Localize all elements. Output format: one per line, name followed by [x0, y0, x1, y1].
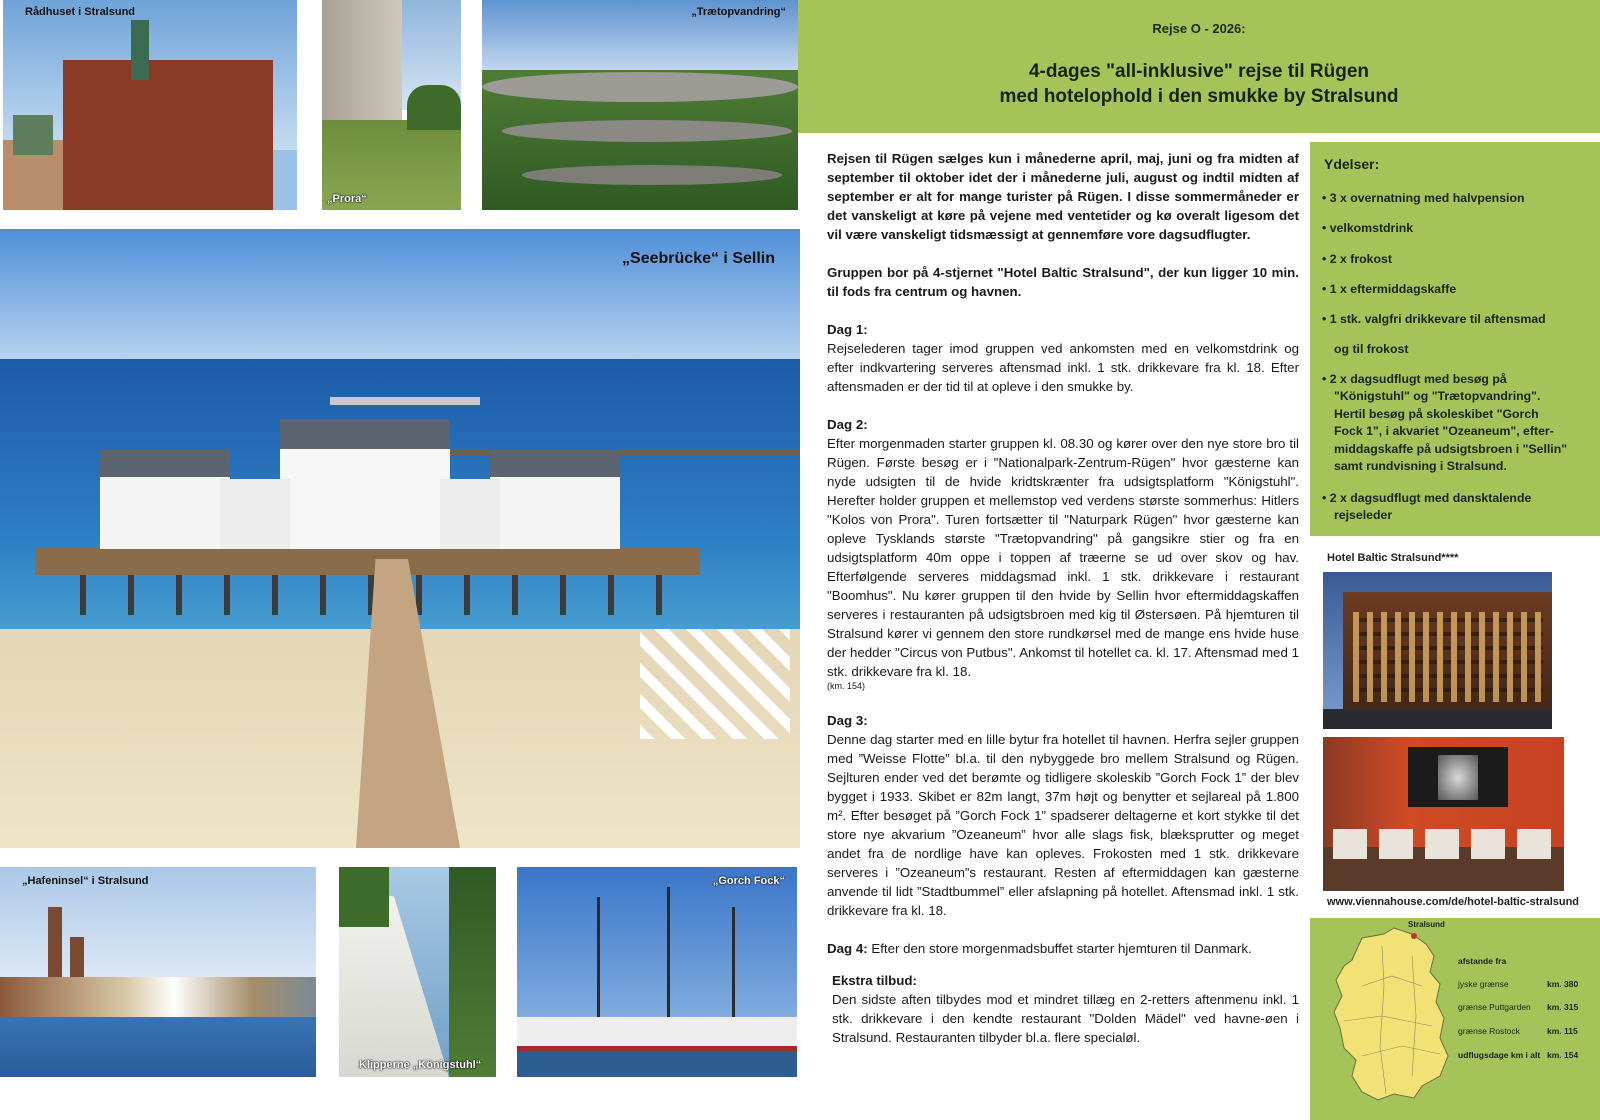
photo-klipperne	[339, 867, 496, 1077]
pavilion-right	[490, 449, 620, 549]
hotel-windows	[1353, 612, 1543, 702]
pavilion-left	[100, 449, 230, 549]
map-city-label: Stralsund	[1408, 920, 1445, 929]
ydelser-item: Fock 1", i akvariet "Ozeaneum", efter-	[1334, 424, 1554, 438]
caption-traetop: „Trætopvandring“	[691, 6, 786, 18]
sky	[0, 229, 800, 359]
ydelser-item: Hertil besøg på skoleskibet "Gorch	[1334, 407, 1539, 421]
distance-value: km. 315	[1547, 1002, 1579, 1012]
ydelser-item: • 2 x dagsudflugt med besøg på	[1322, 372, 1507, 386]
photo-traetop	[482, 0, 798, 210]
header-band	[798, 0, 1600, 133]
caption-seebruecke: „Seebrücke“ i Sellin	[622, 250, 775, 267]
ydelser-item: • 1 stk. valgfri drikkevare til aftensmad	[1322, 312, 1546, 326]
photo-prora	[322, 0, 461, 210]
trees-right	[449, 867, 496, 1077]
skyline	[0, 977, 316, 1022]
pavilion-center	[280, 419, 450, 549]
ydelser-item: rejseleder	[1334, 508, 1393, 522]
ydelser-item: • 2 x frokost	[1322, 252, 1392, 266]
ydelser-item: • velkomstdrink	[1322, 221, 1414, 235]
day4-heading: Dag 4:	[827, 941, 868, 956]
harbor-water	[517, 1051, 797, 1077]
ydelser-item: • 3 x overnatning med halvpension	[1322, 191, 1525, 205]
photo-hafeninsel	[0, 867, 316, 1077]
far-pier	[330, 397, 480, 405]
day3-text: Denne dag starter med en lille bytur fra hotellet til havnen. Herfra sejler gruppen med ”Weisse Flotte” bl.a. til den nybyggede bro mellem Stralsund og Rügen. Sejlturen ender ved det berømte og tidligere skoleskib ”Gorch Fock 1” der blev bygget i 1933. Skibet er 82m langt, 37m højt og benytter et sejlareal på 1.800 m². Efter besøget på ”Gorch Fock 1” spadserer deltagerne et kort stykke til det store nye akvarium ”Ozeaneum” hvor alle slags fisk, blæksprutter og meget andet fra de nordlige have kan opleves. Frokosten med 1 stk. drikkevare serveres i ”Ozeaneum”s restaurant. Resten af eftermiddagen kan gæsterne anvende til lidt ”Stadtbummel” eller afslapning på hotellet. Aftensmad inkl. 1 stk. drikkevare fra kl. 18.	[827, 732, 1299, 918]
left-church	[13, 115, 53, 155]
walkway-middle	[502, 120, 792, 142]
ydelser-item: samt rundvisning i Stralsund.	[1334, 459, 1507, 473]
day4-paragraph	[827, 939, 1299, 958]
ship-hull	[517, 1017, 797, 1052]
day1-heading: Dag 1:	[827, 322, 868, 337]
germany-map	[1322, 926, 1462, 1106]
hotel-label: Hotel Baltic Stralsund****	[1327, 552, 1459, 564]
pier-deck	[35, 547, 700, 575]
germany-outline	[1334, 928, 1448, 1100]
ydelser-item: middagskaffe på udsigtsbroen i "Sellin"	[1334, 442, 1568, 456]
walkway-upper	[482, 72, 798, 102]
water	[0, 1017, 316, 1077]
ydelser-item: og til frokost	[1334, 342, 1409, 356]
caption-klipperne: Klipperne „Königstuhl“	[359, 1059, 482, 1071]
ydelser-item: "Königstuhl" og "Trætopvandring".	[1334, 389, 1541, 403]
distance-value: km. 380	[1547, 979, 1579, 989]
main-text	[827, 149, 1299, 1047]
day2-text: Efter morgenmaden starter gruppen kl. 08.30 og kører over den nye store bro til Rügen. Første besøg er i "Nationalpark-Zentrum-Rügen" hvor gæsterne kan nyde udsigten til de hvide kridtskrænter fra udsigtsplatform "Königstuhl". Herefter holder gruppen et mellemstop ved verdens største sommerhus: Hitlers "Kolos von Prora". Turen fortsætter til "Naturpark Rügen" hvor gæsterne kan opleve Tysklands største "Trætopvandring" på gangsikre stier og fra en udsigtsplatform 40m oppe i toppen af træerne se ud over skov og hav. Efterfølgende serveres middagsmad inkl. 1 stk. drikkevare i restaurant "Boomhus". Nu kører gruppen til den hvide by Sellin hvor eftermiddagskaffen serveres i restauranten på udsigtsbroen med kig til Østersøen. På hjemturen til Stralsund kører vi gennem den store rundkørsel med de mange ens hvide huse der hedder "Circus von Putbus". Ankomst til hotellet ca. kl. 17. Aftensmad med 1 stk. drikkevare fra kl. 18.	[827, 436, 1299, 679]
lounge-chairs	[1333, 829, 1553, 859]
ydelser-item: • 2 x dagsudflugt med dansktalende	[1322, 491, 1532, 505]
caption-prora: „Prora“	[327, 193, 367, 205]
hotel-url[interactable]: www.viennahouse.com/de/hotel-baltic-stralsund	[1327, 896, 1580, 908]
day1-text: Rejselederen tager imod gruppen ved ankomsten med en velkomstdrink og efter indkvartering serveres aftensmad inkl. 1 stk. drikkevare fra kl. 18. Efter aftensmaden er der tid til at opleve i den smukke by.	[827, 341, 1299, 394]
intro-paragraph: Rejsen til Rügen sælges kun i månederne april, maj, juni og fra midten af september til oktober idet der i månederne juli, august og indtil midten af september er alt for mange turister på Rügen. I disse sommermåneder er det vanskeligt at køre på vejene med ventetider og kø overalt ligesom det vil være vanskeligt tidsmæssigt at gennemføre vore dagsudflugter.	[827, 151, 1299, 242]
beach-chairs	[640, 629, 790, 739]
ydelser-item: • 1 x eftermiddagskaffe	[1322, 282, 1457, 296]
townhall-tower	[131, 20, 149, 80]
trees-left	[339, 867, 389, 927]
photo-seebruecke	[0, 229, 800, 848]
lounge-bird	[1438, 755, 1478, 800]
wing-left	[220, 479, 290, 549]
caption-hafeninsel: „Hafeninsel“ i Stralsund	[22, 875, 149, 887]
caption-gorch: „Gorch Fock“	[712, 875, 785, 887]
distances-heading: afstande fra	[1458, 956, 1507, 966]
distance-value: km. 154	[1547, 1050, 1579, 1060]
walkway-lower	[522, 165, 782, 185]
day3-heading: Dag 3:	[827, 713, 868, 728]
day2-km: (km. 154)	[827, 681, 866, 691]
stralsund-marker	[1411, 933, 1417, 939]
street	[1323, 709, 1552, 729]
mast-3	[732, 907, 735, 1027]
wing-right	[440, 479, 500, 549]
distance-label: grænse Puttgarden	[1458, 1002, 1531, 1012]
extra-heading: Ekstra tilbud:	[832, 973, 917, 988]
ydelser-box	[1310, 142, 1600, 536]
distance-label: udflugsdage km i alt	[1458, 1050, 1541, 1060]
distance-label: grænse Rostock	[1458, 1026, 1520, 1036]
mast-2	[667, 887, 670, 1027]
map-box	[1310, 918, 1600, 1120]
day4-text: Efter den store morgenmadsbuffet starter hjemturen til Danmark.	[871, 941, 1252, 956]
distance-value: km. 115	[1547, 1026, 1578, 1036]
hotel-intro-paragraph: Gruppen bor på 4-stjernet "Hotel Baltic Stralsund", der kun ligger 10 min. til fods fra centrum og havnen.	[827, 265, 1299, 299]
trees	[407, 85, 461, 130]
trip-code: Rejse O - 2026:	[1152, 21, 1246, 36]
photo-raadhuset	[3, 0, 297, 210]
day2-heading: Dag 2:	[827, 417, 868, 432]
photo-gorch	[517, 867, 797, 1077]
title-line-1: 4-dages "all-inklusive" rejse til Rügen	[1028, 61, 1370, 82]
caption-raadhuset: Rådhuset i Stralsund	[25, 6, 136, 18]
ydelser-heading: Ydelser:	[1324, 156, 1380, 172]
photo-hotel-lounge	[1323, 737, 1564, 891]
title-line-2: med hotelophold i den smukke by Stralsund	[999, 86, 1399, 107]
townhall-facade	[63, 60, 273, 210]
mast-1	[597, 897, 600, 1027]
photo-hotel-exterior	[1323, 572, 1552, 729]
extra-text: Den sidste aften tilbydes mod et mindret tillæg en 2-retters aftenmenu inkl. 1 stk. drikkevare i den kendte restaurant "Dolden Mädel" ved havne-øen i Stralsund. Restauranten tilbyder bl.a. flere specialøl.	[832, 992, 1299, 1045]
distance-label: jyske grænse	[1458, 979, 1509, 989]
